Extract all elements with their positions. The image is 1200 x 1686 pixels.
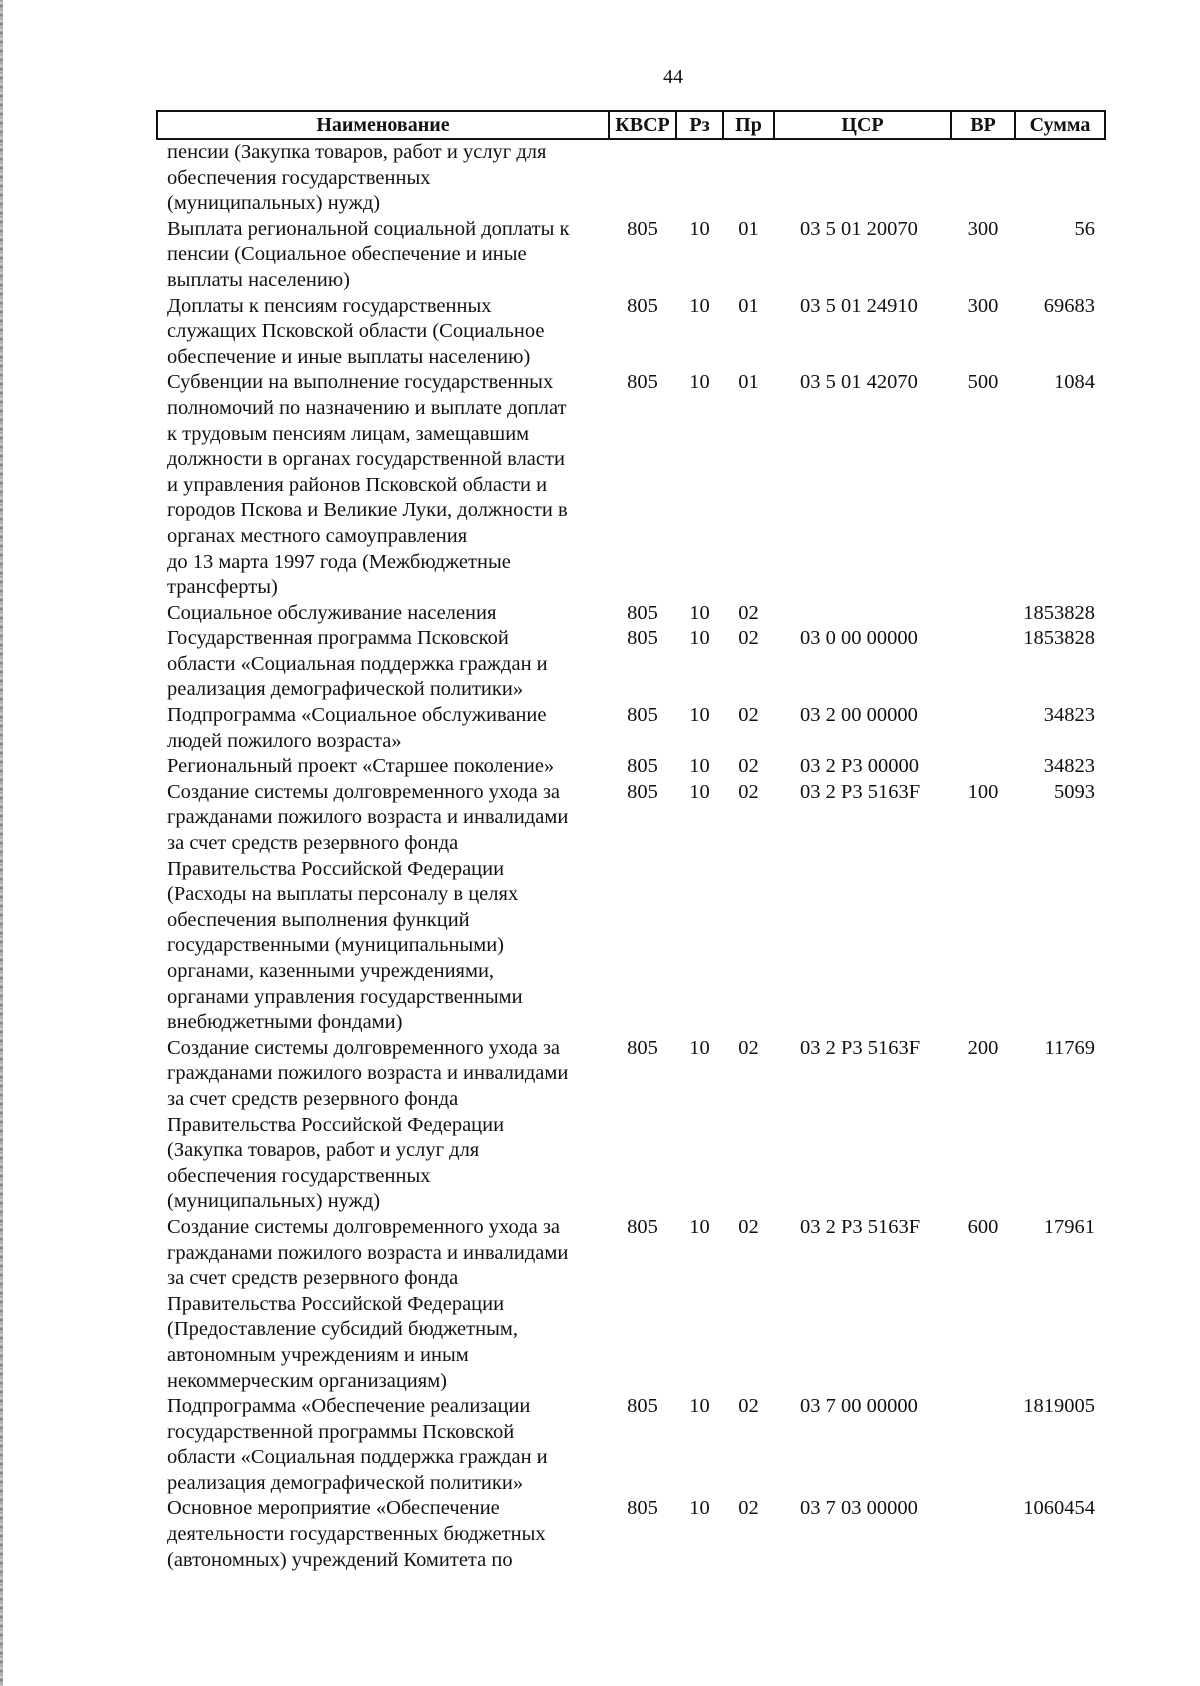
cell-csr: 03 2 P3 5163F [800, 1215, 921, 1238]
cell-vr: 300 [967, 294, 999, 317]
name-line: до 13 марта 1997 года (Межбюджетные [167, 550, 511, 573]
name-line: (муниципальных) нужд) [167, 192, 381, 215]
cell-rz: 10 [689, 1497, 710, 1520]
cell-name [157, 1215, 609, 1394]
cell-kvsr: 805 [627, 1395, 658, 1418]
name-line: Подпрограмма «Обеспечение реализации [167, 1395, 531, 1418]
name-line: обеспечения выполнения функций [167, 908, 470, 931]
cell-vr [951, 703, 1015, 754]
name-line: государственными (муниципальными) [167, 934, 504, 957]
cell-pr: 02 [738, 1395, 759, 1418]
cell-csr: 03 7 00 00000 [800, 1395, 918, 1418]
table-row [157, 294, 1105, 371]
table-row [157, 139, 1105, 217]
name-line: за счет средств резервного фонда [167, 832, 459, 855]
cell-pr: 02 [738, 1497, 759, 1520]
name-line: Доплаты к пенсиям государственных [167, 294, 492, 317]
cell-pr: 02 [738, 1215, 759, 1238]
name-line: (Предоставление субсидий бюджетным, [167, 1318, 518, 1341]
name-line: (Расходы на выплаты персоналу в целях [167, 883, 519, 906]
table-row [157, 601, 1105, 627]
table-row [157, 1036, 1105, 1215]
cell-sum: 17961 [1043, 1215, 1095, 1238]
name-line: Правительства Российской Федерации [167, 857, 505, 880]
name-line: Социальное обслуживание населения [167, 601, 497, 624]
cell-kvsr: 805 [627, 1215, 658, 1238]
cell-kvsr [609, 139, 676, 217]
table-row [157, 370, 1105, 600]
cell-pr: 02 [738, 780, 759, 803]
budget-table [156, 110, 1106, 1573]
cell-sum: 1084 [1054, 371, 1095, 394]
name-line: трансферты) [167, 576, 278, 599]
cell-pr: 01 [738, 371, 759, 394]
cell-sum: 5093 [1054, 780, 1095, 803]
cell-sum: 1853828 [1023, 627, 1095, 650]
table-row [157, 1215, 1105, 1394]
name-line: реализация демографической политики» [167, 678, 524, 701]
cell-sum: 34823 [1043, 704, 1095, 727]
cell-csr: 03 0 00 00000 [800, 627, 918, 650]
name-line: Правительства Российской Федерации [167, 1292, 505, 1315]
cell-kvsr: 805 [627, 371, 658, 394]
table-row [157, 1496, 1105, 1573]
table-body [157, 139, 1105, 1573]
cell-kvsr: 805 [627, 1036, 658, 1059]
name-line: внебюджетными фондами) [167, 1011, 403, 1034]
cell-csr: 03 2 P3 00000 [800, 755, 920, 778]
cell-rz: 10 [689, 1215, 710, 1238]
cell-pr: 02 [738, 704, 759, 727]
cell-csr: 03 2 P3 5163F [800, 780, 921, 803]
cell-vr [951, 601, 1015, 627]
cell-rz: 10 [689, 601, 710, 624]
name-line: Основное мероприятие «Обеспечение [167, 1497, 500, 1520]
name-line: области «Социальная поддержка граждан и [167, 1446, 548, 1469]
cell-vr [951, 754, 1015, 780]
cell-sum: 1819005 [1023, 1395, 1095, 1418]
cell-name [157, 754, 609, 780]
cell-name [157, 1496, 609, 1573]
table-row [157, 780, 1105, 1036]
cell-kvsr: 805 [627, 1497, 658, 1520]
cell-kvsr: 805 [627, 780, 658, 803]
cell-pr: 02 [738, 627, 759, 650]
name-line: государственной программы Псковской [167, 1420, 515, 1443]
column-header-name: Наименование [157, 111, 609, 139]
column-header-kvsr: КВСР [609, 111, 676, 139]
cell-vr: 200 [967, 1036, 999, 1059]
name-line: Создание системы долговременного ухода за [167, 1036, 561, 1059]
name-line: к трудовым пенсиям лицам, замещавшим [167, 422, 530, 445]
column-header-sum: Сумма [1015, 111, 1105, 139]
cell-rz: 10 [689, 1395, 710, 1418]
name-line: органах местного самоуправления [167, 524, 468, 547]
cell-vr: 300 [967, 217, 999, 240]
name-line: автономным учреждениям и иным [167, 1343, 469, 1366]
name-line: людей пожилого возраста» [167, 729, 402, 752]
name-line: обеспечения государственных [167, 1164, 431, 1187]
cell-name [157, 601, 609, 627]
cell-pr: 02 [738, 601, 759, 624]
cell-kvsr: 805 [627, 294, 658, 317]
cell-kvsr: 805 [627, 601, 658, 624]
cell-pr: 02 [738, 1036, 759, 1059]
name-line: органами управления государственными [167, 985, 523, 1008]
name-line: гражданами пожилого возраста и инвалидами [167, 1062, 569, 1085]
name-line: обеспечения государственных [167, 166, 431, 189]
cell-kvsr: 805 [627, 627, 658, 650]
name-line: гражданами пожилого возраста и инвалидами [167, 806, 569, 829]
scan-edge [0, 0, 3, 1686]
cell-csr: 03 7 03 00000 [800, 1497, 918, 1520]
column-header-pr: Пр [723, 111, 774, 139]
cell-vr [951, 1496, 1015, 1573]
cell-kvsr: 805 [627, 755, 658, 778]
cell-rz: 10 [689, 217, 710, 240]
cell-vr: 100 [967, 780, 999, 803]
cell-pr: 02 [738, 755, 759, 778]
cell-vr: 500 [967, 371, 999, 394]
cell-name [157, 703, 609, 754]
name-line: Подпрограмма «Социальное обслуживание [167, 704, 547, 727]
table-header-row [157, 111, 1105, 139]
cell-vr: 600 [967, 1215, 999, 1238]
name-line: (муниципальных) нужд) [167, 1190, 381, 1213]
name-line: Региональный проект «Старшее поколение» [167, 755, 555, 778]
name-line: Субвенции на выполнение государственных [167, 371, 554, 394]
cell-name [157, 294, 609, 371]
cell-sum: 69683 [1043, 294, 1095, 317]
column-header-rz: Рз [676, 111, 723, 139]
name-line: гражданами пожилого возраста и инвалидами [167, 1241, 569, 1264]
name-line: городов Пскова и Великие Луки, должности в [167, 499, 568, 522]
cell-name [157, 217, 609, 294]
cell-sum: 1853828 [1023, 601, 1095, 624]
cell-name [157, 1036, 609, 1215]
name-line: должности в органах государственной власти [167, 448, 565, 471]
cell-rz: 10 [689, 755, 710, 778]
table-row [157, 1394, 1105, 1496]
cell-csr [774, 139, 951, 217]
cell-rz: 10 [689, 371, 710, 394]
cell-name [157, 780, 609, 1036]
cell-rz: 10 [689, 627, 710, 650]
name-line: деятельности государственных бюджетных [167, 1523, 546, 1546]
table-row [157, 217, 1105, 294]
page-number: 44 [663, 66, 683, 88]
name-line: области «Социальная поддержка граждан и [167, 652, 548, 675]
name-line: выплаты населению) [167, 268, 351, 291]
cell-name [157, 370, 609, 600]
cell-sum: 56 [1074, 217, 1095, 240]
cell-rz: 10 [689, 704, 710, 727]
cell-vr [951, 626, 1015, 703]
cell-pr: 01 [738, 217, 759, 240]
cell-csr: 03 5 01 20070 [800, 217, 918, 240]
cell-sum: 1060454 [1023, 1497, 1095, 1520]
name-line: (автономных) учреждений Комитета по [167, 1548, 513, 1571]
cell-csr: 03 2 00 00000 [800, 704, 918, 727]
name-line: Правительства Российской Федерации [167, 1113, 505, 1136]
name-line: и управления районов Псковской области и [167, 473, 548, 496]
cell-rz: 10 [689, 294, 710, 317]
name-line: обеспечение и иные выплаты населению) [167, 345, 531, 368]
name-line: (Закупка товаров, работ и услуг для [167, 1139, 480, 1162]
cell-kvsr: 805 [627, 704, 658, 727]
cell-csr: 03 5 01 24910 [800, 294, 918, 317]
cell-vr [951, 139, 1015, 217]
cell-rz [676, 139, 723, 217]
cell-rz: 10 [689, 1036, 710, 1059]
name-line: реализация демографической политики» [167, 1471, 524, 1494]
cell-sum: 11769 [1044, 1036, 1095, 1059]
cell-csr [774, 601, 951, 627]
column-header-csr: ЦСР [774, 111, 951, 139]
name-line: полномочий по назначению и выплате доплат [167, 396, 567, 419]
table-row [157, 703, 1105, 754]
name-line: служащих Псковской области (Социальное [167, 320, 545, 343]
name-line: Создание системы долговременного ухода за [167, 1215, 561, 1238]
name-line: за счет средств резервного фонда [167, 1267, 459, 1290]
cell-csr: 03 5 01 42070 [800, 371, 918, 394]
name-line: Государственная программа Псковской [167, 627, 509, 650]
table-row [157, 626, 1105, 703]
name-line: Выплата региональной социальной доплаты к [167, 217, 570, 240]
cell-name [157, 626, 609, 703]
name-line: некоммерческим организациям) [167, 1369, 447, 1392]
cell-pr: 01 [738, 294, 759, 317]
cell-kvsr: 805 [627, 217, 658, 240]
cell-vr [951, 1394, 1015, 1496]
name-line: за счет средств резервного фонда [167, 1087, 459, 1110]
name-line: пенсии (Социальное обеспечение и иные [167, 243, 527, 266]
column-header-vr: ВР [951, 111, 1015, 139]
table-row [157, 754, 1105, 780]
name-line: Создание системы долговременного ухода за [167, 780, 561, 803]
cell-name [157, 1394, 609, 1496]
name-line: пенсии (Закупка товаров, работ и услуг для [167, 141, 547, 163]
cell-pr [723, 139, 774, 217]
name-line: органами, казенными учреждениями, [167, 960, 495, 982]
cell-csr: 03 2 P3 5163F [800, 1036, 921, 1059]
cell-sum: 34823 [1043, 755, 1095, 778]
cell-name [157, 139, 609, 217]
cell-rz: 10 [689, 780, 710, 803]
cell-sum [1015, 139, 1105, 217]
